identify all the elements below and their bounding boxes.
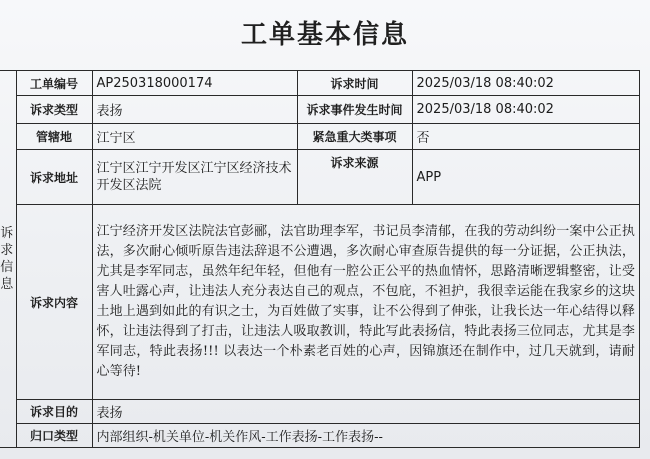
purpose-value: 表扬 [92, 400, 640, 424]
table-row [0, 124, 640, 150]
section-label-char: 信 [0, 260, 14, 275]
table-row [0, 71, 640, 96]
ticket-no-value: AP250318000174 [92, 71, 297, 96]
event-time-value: 2025/03/18 08:40:02 [412, 96, 640, 124]
section-label-char: 诉 [0, 226, 14, 241]
table-row [0, 150, 640, 205]
category-value: 内部组织-机关单位-机关作风-工作表扬-工作表扬-- [92, 424, 640, 448]
category-label: 归口类型 [16, 424, 92, 448]
table-row [0, 400, 640, 424]
request-type-value: 表扬 [92, 96, 297, 124]
ticket-no-label: 工单编号 [16, 71, 92, 96]
district-label: 管辖地 [16, 124, 92, 150]
request-time-value: 2025/03/18 08:40:02 [412, 71, 640, 96]
content-value: 江宁经济开发区法院法官彭郦，法官助理李军，书记员李清郁，在我的劳动纠纷一案中公正执法，多次耐心倾听原告违法辞退不公遭遇，多次耐心审查原告提供的每一分证据，公正执法，尤其是李军同志，虽然年纪年轻，但他有一腔公正公平的热血情怀，思路清晰逻辑整密，让受害人吐露心声，让违法人充分表达自己的观点，不包庇，不袒护，我很幸运能在我家乡的这块土地上遇到如此的有识之士，为百姓做了实事，让不公得到了伸张，让我长达一年心结得以释怀，让违法得到了打击，让违法人吸取教训，特此写此表扬信，特此表扬三位同志，尤其是李军同志，特此表扬!!! 以表达一个朴素老百姓的心声，因锦旗还在制作中，过几天就到，请耐心等待! [92, 205, 640, 400]
purpose-label: 诉求目的 [16, 400, 92, 424]
urgent-label: 紧急重大类事项 [297, 124, 412, 150]
table-row [0, 424, 640, 448]
request-time-label: 诉求时间 [297, 71, 412, 96]
content-label: 诉求内容 [16, 205, 92, 400]
event-time-label: 诉求事件发生时间 [297, 96, 412, 124]
table-row [0, 205, 640, 400]
address-label: 诉求地址 [16, 150, 92, 205]
section-label-char: 息 [0, 277, 14, 292]
section-label-char: 求 [0, 243, 14, 258]
address-value: 江宁区江宁开发区江宁区经济技术开发区法院 [92, 150, 297, 205]
page-title: 工单基本信息 [240, 20, 409, 50]
urgent-value: 否 [412, 124, 640, 150]
table-row [0, 96, 640, 124]
ticket-info-table [0, 70, 640, 448]
request-type-label: 诉求类型 [16, 96, 92, 124]
section-label [0, 71, 16, 448]
source-value: APP [412, 150, 640, 205]
district-value: 江宁区 [92, 124, 297, 150]
source-label: 诉求来源 [297, 150, 412, 205]
